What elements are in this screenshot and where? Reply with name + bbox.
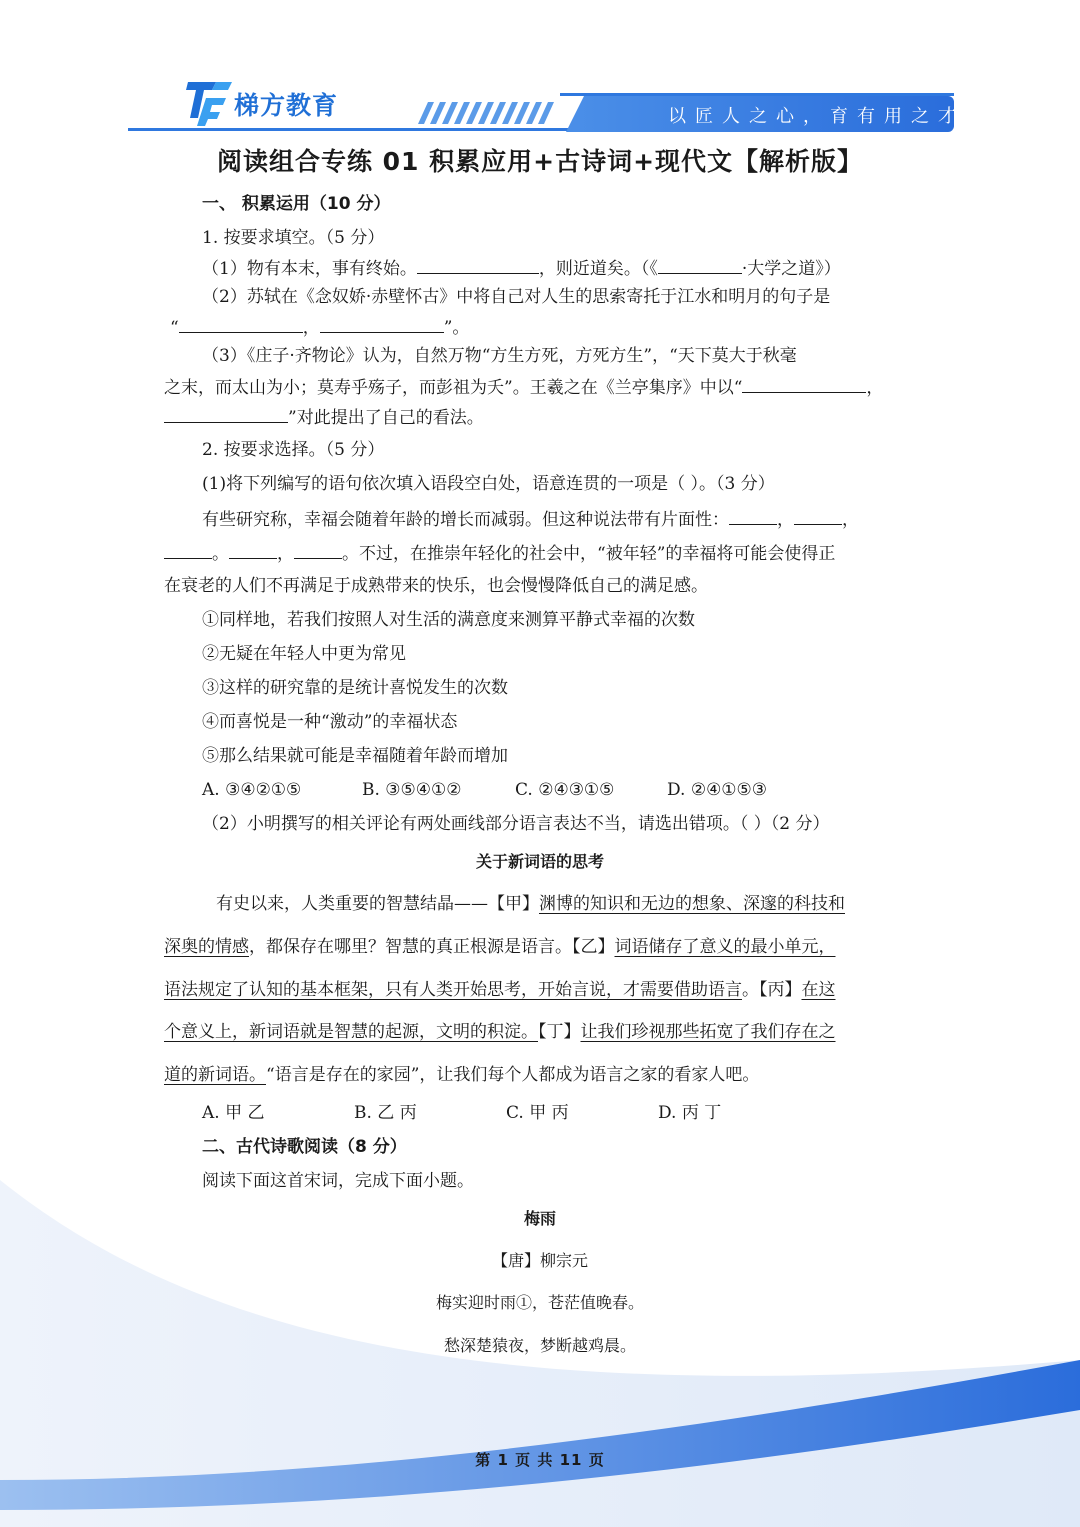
essay-underlined: 词语储存了意义的最小单元， (614, 937, 836, 957)
q1-part3-text: 之末，而太山为小；莫寿乎殇子，而彭祖为夭”。王羲之在《兰亭集序》中以“ (164, 378, 743, 398)
q2-paragraph-line1 (202, 506, 859, 532)
q2-stem: 2. 按要求选择。（5 分） (202, 440, 385, 460)
essay-text: ，都保存在哪里？智慧的真正根源是语言。【乙】 (249, 937, 615, 957)
logo-text: 梯方教育 (234, 91, 339, 120)
list-item: ⑤那么结果就可能是幸福随着年龄而增加 (202, 746, 508, 766)
q1-part3-line3 (164, 404, 484, 430)
q1-part1-text-a: （1）物有本末，事有终始。 (202, 259, 417, 279)
page-number: 第 1 页 共 11 页 (475, 1451, 605, 1469)
essay-underlined: 渊博的知识和无边的想象、深邃的科技和 (539, 894, 845, 914)
section2-heading: 二、古代诗歌阅读（8 分） (202, 1137, 407, 1157)
period: 。 (212, 544, 229, 564)
logo-mark-icon (186, 78, 232, 128)
essay-line5 (164, 1063, 759, 1087)
document-title: 阅读组合专练 01 积累应用+古诗词+现代文【解析版】 (216, 147, 864, 176)
answer-blank[interactable] (294, 540, 342, 559)
option-b[interactable]: B. ③⑤④①② (362, 780, 462, 800)
q2-paragraph-line2 (164, 540, 835, 566)
answer-blank[interactable] (320, 314, 444, 333)
answer-blank[interactable] (417, 255, 539, 274)
list-item: ②无疑在年轻人中更为常见 (202, 644, 406, 664)
quote-close: ”。 (443, 318, 470, 338)
answer-blank[interactable] (229, 540, 277, 559)
poem-title: 梅雨 (523, 1209, 556, 1228)
list-item: ③这样的研究靠的是统计喜悦发生的次数 (202, 678, 508, 698)
essay-line3 (164, 978, 836, 1002)
q2-sub2: （2）小明撰写的相关评论有两处画线部分语言表达不当，请选出错项。（ ）（2 分） (202, 814, 830, 834)
comma: ， (777, 510, 794, 530)
answer-blank[interactable] (164, 404, 288, 423)
list-item: ④而喜悦是一种“激动”的幸福状态 (202, 712, 458, 732)
q1-stem: 1. 按要求填空。（5 分） (202, 228, 385, 248)
q2-paragraph-line3: 在衰老的人们不再满足于成熟带来的快乐，也会慢慢降低自己的满足感。 (164, 576, 708, 596)
list-item: ①同样地，若我们按照人对生活的满意度来测算平静式幸福的次数 (202, 610, 695, 630)
answer-blank[interactable] (794, 506, 842, 525)
q1-part2-line1: （2）苏轼在《念奴娇·赤壁怀古》中将自己对人生的思索寄托于江水和明月的句子是 (202, 287, 831, 307)
q1-part1-text-b: ，则近道矣。（《 (538, 259, 658, 279)
essay-underlined: 个意义上，新词语就是智慧的起源，文明的积淀。 (164, 1022, 538, 1042)
comma: ， (842, 510, 859, 530)
essay-underlined: 深奥的情感 (164, 937, 249, 957)
essay-line1 (216, 892, 845, 916)
q1-part1 (202, 255, 841, 281)
answer-blank[interactable] (164, 540, 212, 559)
essay-line2 (164, 935, 836, 959)
q1-part3-end: ”对此提出了自己的看法。 (288, 408, 484, 428)
answer-blank[interactable] (179, 314, 303, 333)
poem-line2: 愁深楚猿夜，梦断越鸡晨。 (443, 1336, 636, 1355)
essay-text: 有史以来，人类重要的智慧结晶——【甲】 (216, 894, 539, 914)
q1-part3-line1: （3）《庄子·齐物论》认为，自然万物“方生方死，方死方生”，“天下莫大于秋毫 (202, 346, 797, 366)
essay-line4 (164, 1020, 836, 1044)
q2-sub1: (1)将下列编写的语句依次填入语段空白处，语意连贯的一项是（ ）。（3 分） (202, 474, 775, 494)
comma: ， (302, 318, 320, 338)
essay-underlined: 道的新词语。 (164, 1065, 266, 1085)
answer-blank[interactable] (742, 374, 866, 393)
option-b[interactable]: B. 乙 丙 (354, 1103, 417, 1123)
comma: ， (866, 378, 884, 398)
essay-text: 【丁】 (538, 1022, 581, 1042)
paragraph-text: 。不过，在推崇年轻化的社会中，“被年轻”的幸福将可能会使得正 (342, 544, 836, 564)
comma: ， (277, 544, 294, 564)
option-c[interactable]: C. ②④③①⑤ (515, 780, 615, 800)
essay-title: 关于新词语的思考 (475, 852, 604, 871)
option-d[interactable]: D. 丙 丁 (658, 1103, 722, 1123)
essay-underlined: 在这 (801, 980, 836, 1000)
q1-part2-line2 (170, 314, 469, 340)
poem-author: 【唐】柳宗元 (491, 1251, 588, 1270)
section1-heading: 一、 积累运用（10 分） (202, 194, 391, 214)
header-rule (128, 128, 568, 131)
motto-text: 以匠人之心，育有用之才 (668, 106, 965, 127)
option-a[interactable]: A. ③④②①⑤ (202, 780, 302, 800)
paragraph-text: 有些研究称，幸福会随着年龄的增长而减弱。但这种说法带有片面性： (202, 510, 729, 530)
essay-underlined: 语法规定了认知的基本框架，只有人类开始思考，开始言说，才需要借助语言 (164, 980, 742, 1000)
quote-open: “ (170, 318, 179, 338)
option-a[interactable]: A. 甲 乙 (202, 1103, 265, 1123)
answer-blank[interactable] (658, 255, 742, 274)
option-c[interactable]: C. 甲 丙 (506, 1103, 569, 1123)
poem-line1: 梅实迎时雨①，苍茫值晚春。 (435, 1293, 644, 1312)
answer-blank[interactable] (729, 506, 777, 525)
q1-part3-line2 (164, 374, 883, 400)
option-d[interactable]: D. ②④①⑤③ (667, 780, 768, 800)
essay-text: 。【丙】 (742, 980, 802, 1000)
banner-top-rule (560, 93, 954, 96)
essay-underlined: 让我们珍视那些拓宽了我们存在之 (580, 1022, 836, 1042)
section2-intro: 阅读下面这首宋词，完成下面小题。 (202, 1171, 474, 1191)
q1-part1-text-c: ·大学之道》） (741, 259, 841, 279)
header-stripes-decoration (410, 102, 570, 124)
brand-logo (186, 78, 346, 128)
essay-text: “语言是存在的家园”，让我们每个人都成为语言之家的看家人吧。 (266, 1065, 760, 1085)
